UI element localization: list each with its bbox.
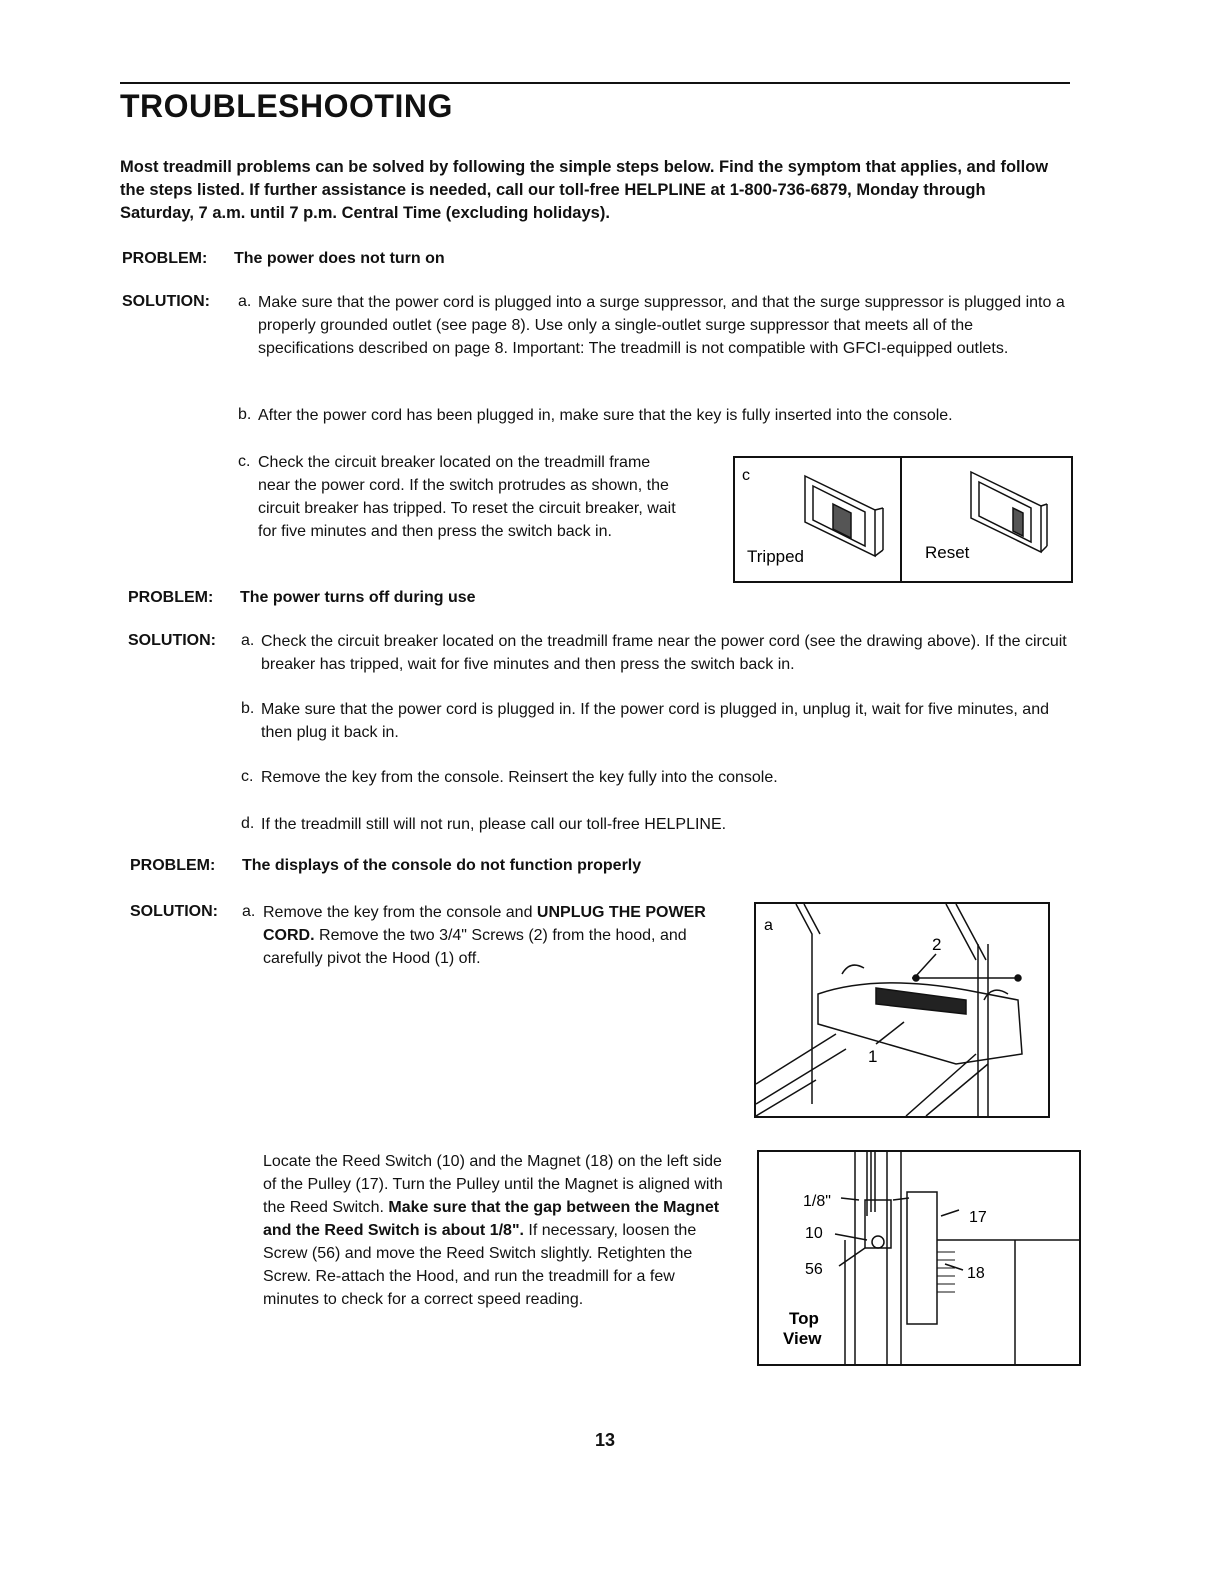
step-letter: d. xyxy=(241,815,255,832)
step-text-part: Remove the two 3/4" Screws (2) from the hood, and carefully pivot the Hood (1) off. xyxy=(263,927,687,967)
problem-1 xyxy=(122,250,445,268)
intro-paragraph: Most treadmill problems can be solved by following the simple steps below. Find the symptom that applies, and follow the steps listed. If further assistance is needed, call our toll-free HELPLINE at 1-800-736-6879, Monday through Saturday, 7 a.m. until 7 p.m. Central Time (excluding holidays). xyxy=(120,158,1049,222)
callout-56: 56 xyxy=(805,1261,823,1278)
step-text-part: Remove the key from the console and xyxy=(263,904,537,921)
step-text-bold: UNPLUG THE POWER CORD. xyxy=(263,904,706,944)
step-letter: a. xyxy=(241,632,255,649)
step-text: Make sure that the power cord is plugged in. If the power cord is plugged in, unplug it, wait for five minutes, and then plug it back in. xyxy=(261,701,1049,741)
step-letter: a. xyxy=(242,903,256,920)
step-letter: b. xyxy=(238,406,252,423)
reed-text-bold: Make sure that the gap between the Magnet and the Reed Switch is about 1/8". xyxy=(263,1199,720,1239)
problem-label: PROBLEM: xyxy=(130,857,216,874)
reed-text-part: Locate the Reed Switch (10) and the Magnet (18) on the left side of the Pulley (17). Turn the Pulley until the Magnet is aligned with the Reed Switch. xyxy=(263,1153,723,1216)
step-letter: b. xyxy=(241,700,255,717)
problem-1-title: The power does not turn on xyxy=(234,250,445,267)
top-rule xyxy=(120,82,1070,84)
callout-17: 17 xyxy=(969,1209,987,1226)
reset-switch-drawing xyxy=(971,472,1047,552)
solution-label: SOLUTION: xyxy=(130,903,218,920)
solution-label: SOLUTION: xyxy=(128,632,216,649)
tripped-label: Tripped xyxy=(747,547,805,566)
callout-1: 1 xyxy=(868,1047,878,1066)
reed-switch-figure xyxy=(757,1150,1081,1366)
reset-label: Reset xyxy=(925,543,970,562)
top-view-label: Top xyxy=(789,1309,819,1328)
step-text: Check the circuit breaker located on the treadmill frame near the power cord. If the switch protrudes as shown, the circuit breaker has tripped. To reset the circuit breaker, wait for five minutes and then press the switch back in. xyxy=(258,454,676,540)
callout-2: 2 xyxy=(932,935,942,954)
problem-2 xyxy=(128,589,476,607)
step-text: Check the circuit breaker located on the treadmill frame near the power cord (see the drawing above). If the circuit breaker has tripped, wait for five minutes and then press the switch back in. xyxy=(261,633,1067,673)
reed-text-part: If necessary, loosen the Screw (56) and move the Reed Switch slightly. Retighten the Screw. Re-attach the Hood, and run the treadmill for a few minutes to check for a correct speed reading. xyxy=(263,1222,697,1308)
step-text: After the power cord has been plugged in, make sure that the key is fully inserted into the console. xyxy=(258,407,953,424)
treadmill-hood-drawing xyxy=(756,904,1022,1116)
problem-3 xyxy=(130,857,641,875)
figure-letter: a xyxy=(764,917,773,934)
problem-3-title: The displays of the console do not function properly xyxy=(242,857,642,874)
page-number: 13 xyxy=(594,1430,616,1450)
step-letter: c. xyxy=(241,768,254,785)
reed-switch-drawing xyxy=(835,1152,1079,1364)
hood-figure xyxy=(754,902,1050,1118)
step-text: Remove the key from the console. Reinsert the key fully into the console. xyxy=(261,769,778,786)
problem-label: PROBLEM: xyxy=(122,250,208,267)
step-text xyxy=(263,901,723,970)
step-text: If the treadmill still will not run, please call our toll-free HELPLINE. xyxy=(261,816,727,833)
callout-10: 10 xyxy=(805,1225,823,1242)
tripped-switch-drawing xyxy=(805,476,883,556)
problem-2-title: The power turns off during use xyxy=(240,589,476,606)
step-letter: a. xyxy=(238,293,252,310)
problem-label: PROBLEM: xyxy=(128,589,214,606)
reed-switch-paragraph xyxy=(263,1150,723,1311)
step-text: Make sure that the power cord is plugged into a surge suppressor, and that the surge suppressor is plugged into a properly grounded outlet (see page 8). Use only a single-outlet surge suppressor that meets all of the specifications described on page 8. Important: The treadmill is not compatible with GFCI-equipped outlets. xyxy=(258,294,1065,357)
step-letter: c. xyxy=(238,453,251,470)
page-title: TROUBLESHOOTING xyxy=(120,88,453,124)
gap-callout: 1/8" xyxy=(803,1193,831,1210)
solution-label: SOLUTION: xyxy=(122,293,210,310)
top-view-label: View xyxy=(783,1329,822,1348)
circuit-breaker-figure xyxy=(733,456,1073,583)
figure-letter: c xyxy=(742,467,750,484)
callout-18: 18 xyxy=(967,1265,985,1282)
